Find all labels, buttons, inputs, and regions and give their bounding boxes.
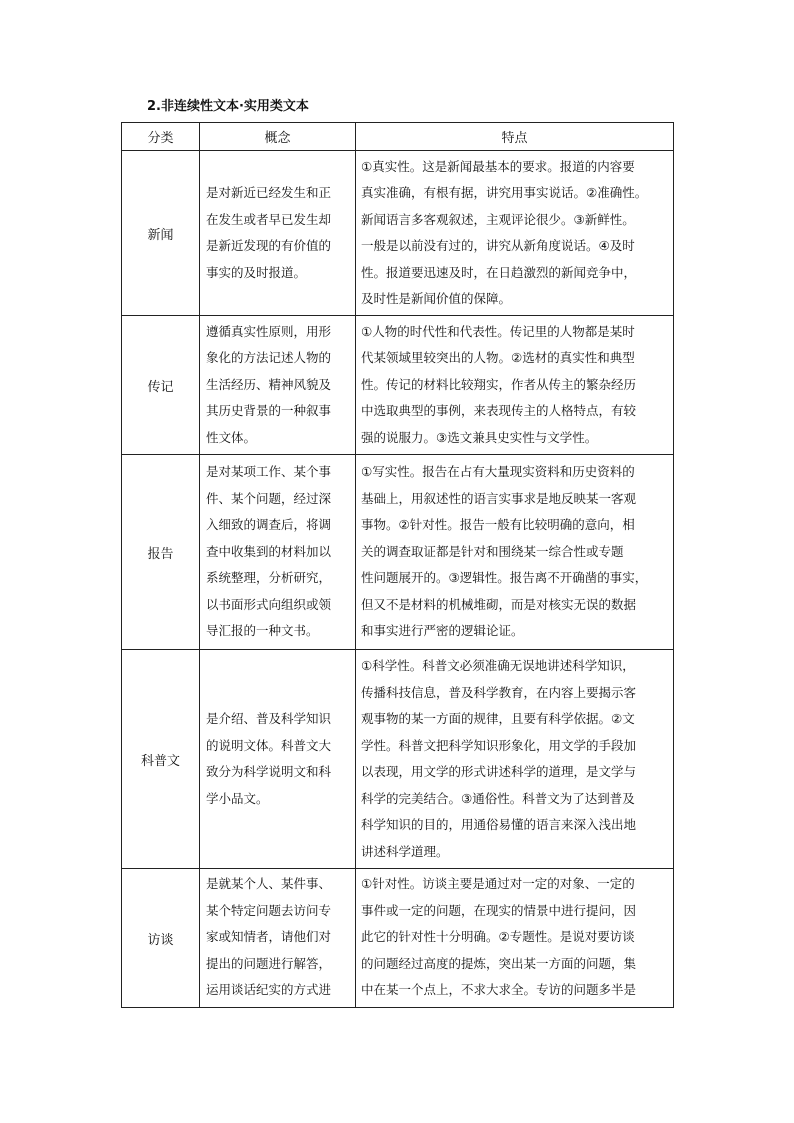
category-cell: 报告: [122, 455, 200, 650]
table-row: [122, 455, 674, 650]
feature-line: ①真实性。这是新闻最基本的要求。报道的内容要: [361, 158, 635, 174]
feature-line: ①写实性。报告在占有大量现实资料和历史资料的: [361, 464, 635, 480]
category-cell: 科普文: [122, 650, 200, 869]
concept-line: 学小品文。: [206, 790, 269, 806]
feature-line: ①针对性。访谈主要是通过对一定的对象、一定的: [361, 876, 635, 891]
concept-line: 致分为科学说明文和科: [206, 764, 332, 779]
feature-line: 新闻语言多客观叙述，主观评论很少。③新鲜性。: [361, 211, 635, 227]
feature-line: 及时性是新闻价值的保障。: [361, 291, 512, 306]
feature-line: 一般是以前没有过的，讲究从新角度说话。④及时: [361, 238, 635, 253]
feature-line: 学性。科普文把科学知识形象化，用文学的手段加: [361, 737, 637, 753]
concept-cell: [200, 869, 356, 1008]
concept-line: 以书面形式向组织或领: [206, 596, 332, 612]
feature-line: 但又不是材料的机械堆砌，而是对核实无误的数据: [361, 596, 637, 612]
feature-line: 事物。②针对性。报告一般有比较明确的意向，相: [361, 517, 635, 533]
table-row: [122, 869, 674, 1008]
feature-line: 科学知识的目的，用通俗易懂的语言来深入浅出地: [361, 817, 637, 832]
feature-line: 性。传记的材料比较翔实，作者从传主的繁杂经历: [361, 376, 637, 392]
feature-line: 此它的针对性十分明确。②专题性。是说对要访谈: [361, 929, 635, 944]
concept-line: 提出的问题进行解答，: [206, 955, 332, 971]
concept-line: 查中收集到的材料加以: [206, 543, 332, 559]
concept-cell: [200, 455, 356, 650]
features-cell: [356, 869, 674, 1008]
feature-line: ①科学性。科普文必须准确无误地讲述科学知识，: [361, 658, 635, 673]
features-cell: [356, 316, 674, 455]
feature-line: 真实准确，有根有据，讲究用事实说话。②准确性。: [361, 185, 648, 200]
feature-line: 讲述科学道理。: [361, 843, 449, 859]
feature-line: 强的说服力。③选文兼具史实性与文学性。: [361, 429, 598, 445]
text-type-table: [121, 122, 674, 1008]
concept-line: 是新近发现的有价值的: [206, 238, 332, 253]
concept-cell: [200, 650, 356, 869]
features-cell: [356, 650, 674, 869]
concept-line: 运用谈话纪实的方式进: [206, 982, 332, 997]
feature-line: 性。报道要迅速及时，在日趋激烈的新闻竞争中，: [361, 264, 637, 280]
concept-line: 入细致的调查后，将调: [206, 517, 332, 533]
concept-line: 系统整理，分析研究，: [206, 570, 332, 586]
concept-line: 某个特定问题去访问专: [206, 902, 332, 918]
feature-line: 和事实进行严密的逻辑论证。: [361, 623, 524, 639]
category-cell: 传记: [122, 316, 200, 455]
feature-line: 性问题展开的。③逻辑性。报告离不开确凿的事实，: [361, 570, 648, 586]
concept-line: 家或知情者，请他们对: [206, 929, 332, 944]
concept-line: 性文体。: [206, 429, 257, 445]
category-cell: 新闻: [122, 151, 200, 316]
feature-line: 观事物的某一方面的规律，且要有科学依据。②文: [361, 711, 635, 726]
concept-cell: [200, 316, 356, 455]
feature-line: 的问题经过高度的提炼，突出某一方面的问题，集: [361, 955, 637, 971]
table-row: [122, 316, 674, 455]
feature-line: 代某领域里较突出的人物。②选材的真实性和典型: [361, 350, 635, 366]
concept-line: 其历史背景的一种叙事: [206, 403, 332, 419]
header-category: 分类: [122, 123, 200, 151]
concept-line: 是对新近已经发生和正: [206, 185, 332, 200]
feature-line: 事件或一定的问题，在现实的情景中进行提问，因: [361, 902, 637, 918]
concept-line: 的说明文体。科普文大: [206, 737, 332, 753]
concept-line: 是就某个人、某件事、: [206, 876, 332, 891]
feature-line: 以表现，用文学的形式讲述科学的道理，是文学与: [361, 764, 637, 779]
header-concept: 概念: [200, 123, 356, 151]
table-header-row: [122, 123, 674, 151]
concept-line: 导汇报的一种文书。: [206, 623, 319, 639]
feature-line: 中选取典型的事例，来表现传主的人格特点，有较: [361, 403, 637, 419]
feature-line: 科学的完美结合。③通俗性。科普文为了达到普及: [361, 790, 635, 806]
feature-line: 中在某一个点上，不求大求全。专访的问题多半是: [361, 982, 637, 997]
table-row: [122, 151, 674, 316]
concept-line: 生活经历、精神风貌及: [206, 376, 332, 392]
features-cell: [356, 455, 674, 650]
concept-line: 事实的及时报道。: [206, 264, 307, 280]
page-title: 2.非连续性文本·实用类文本: [147, 99, 309, 114]
concept-line: 是介绍、普及科学知识: [206, 711, 332, 726]
table-row: [122, 650, 674, 869]
features-cell: [356, 151, 674, 316]
feature-line: ①人物的时代性和代表性。传记里的人物都是某时: [361, 323, 635, 339]
concept-line: 在发生或者早已发生却: [206, 211, 332, 227]
concept-line: 象化的方法记述人物的: [206, 350, 332, 366]
category-cell: 访谈: [122, 869, 200, 1008]
concept-cell: [200, 151, 356, 316]
feature-line: 传播科技信息，普及科学教育，在内容上要揭示客: [361, 684, 637, 700]
feature-line: 基础上，用叙述性的语言实事求是地反映某一客观: [361, 490, 637, 506]
concept-line: 遵循真实性原则，用形: [206, 323, 332, 339]
concept-line: 是对某项工作、某个事: [206, 464, 332, 480]
concept-line: 件、某个问题，经过深: [206, 490, 332, 506]
feature-line: 关的调查取证都是针对和围绕某一综合性或专题: [361, 543, 624, 559]
header-features: 特点: [356, 123, 674, 151]
